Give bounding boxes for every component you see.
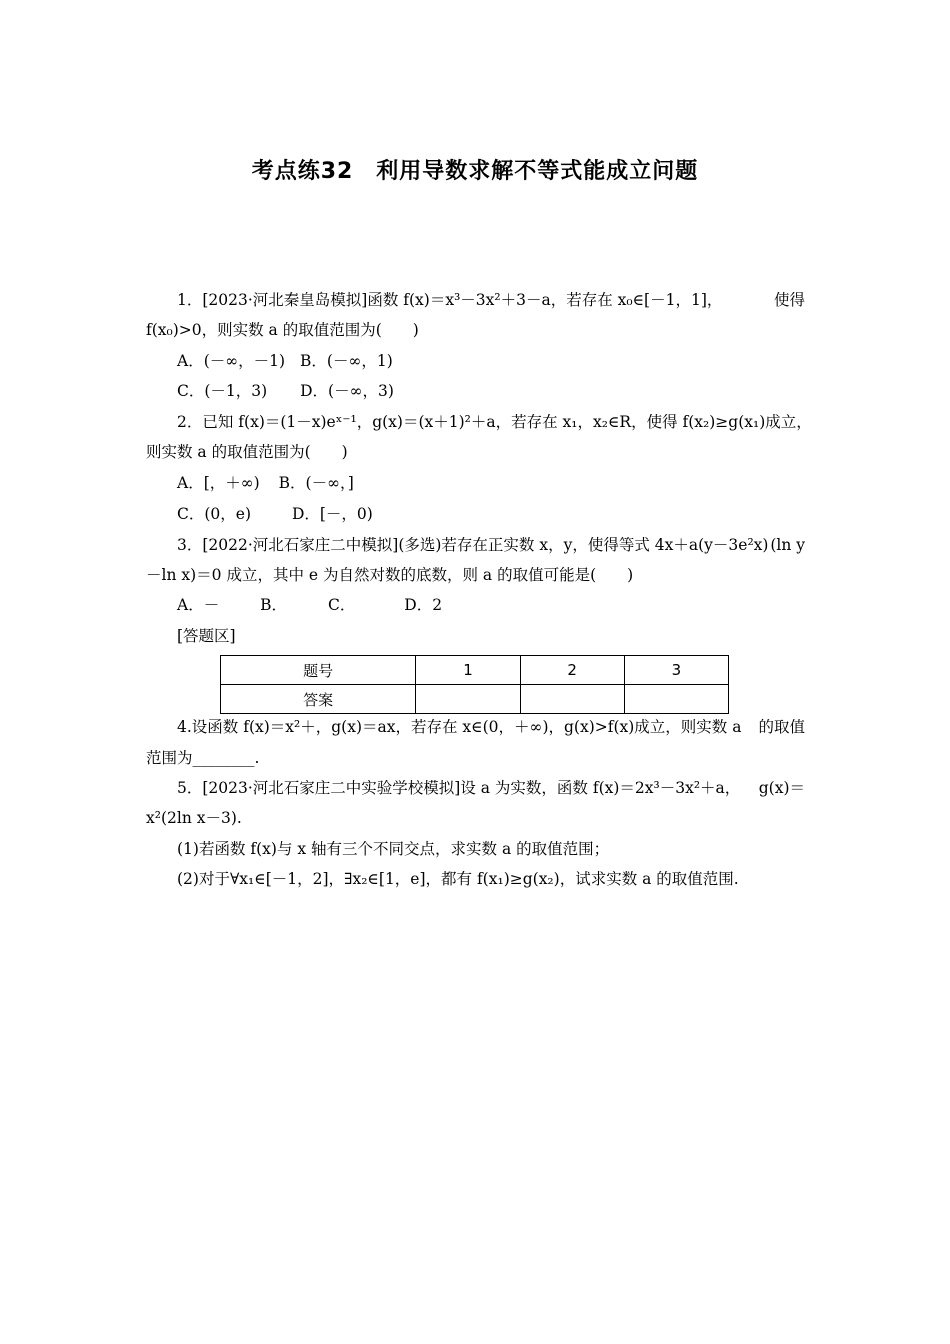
page-title: 考点练32 利用导数求解不等式能成立问题 bbox=[251, 159, 699, 184]
q2-options-cd bbox=[177, 504, 373, 524]
q2-line1-end: 成立， bbox=[765, 413, 812, 431]
q1-option-b: B．(－∞，1) bbox=[300, 352, 393, 370]
q3-option-a: A．－ bbox=[177, 596, 220, 614]
q2-option-a: A．[，＋∞) bbox=[177, 474, 260, 492]
answer-table bbox=[220, 655, 729, 714]
q3-line1 bbox=[177, 535, 805, 555]
q2-option-d: D．[－，0) bbox=[291, 505, 373, 523]
q3-line1-text: 3．[2022·河北石家庄二中模拟](多选)若存在正实数 x，y，使得等式 4x＋a(y－3e²x) bbox=[177, 536, 769, 554]
q5-line1-end: g(x)＝ bbox=[758, 779, 805, 797]
answer-table-number-2: 2 bbox=[520, 656, 624, 685]
q5-line1 bbox=[177, 778, 805, 798]
q2-options-ab bbox=[177, 473, 354, 493]
q4-line1 bbox=[177, 717, 805, 737]
q2-line2: 则实数 a 的取值范围为( ) bbox=[146, 443, 348, 461]
q3-line2: －ln x)＝0 成立，其中 e 为自然对数的底数，则 a 的取值可能是( ) bbox=[146, 566, 634, 584]
q1-option-d: D．(－∞，3) bbox=[300, 382, 394, 400]
q2-option-c: C．(0，e) bbox=[177, 505, 251, 523]
answer-table-header-label: 题号 bbox=[221, 656, 416, 685]
q1-options-ab bbox=[177, 351, 393, 371]
q3-line1-end: (ln y bbox=[770, 536, 805, 554]
q5-part1: (1)若函数 f(x)与 x 轴有三个不同交点，求实数 a 的取值范围； bbox=[177, 840, 610, 858]
q2-line1-text: 2．已知 f(x)＝(1－x)eˣ⁻¹，g(x)＝(x＋1)²＋a，若存在 x₁，x₂∈R，使得 f(x₂)≥g(x₁) bbox=[177, 413, 766, 431]
q3-option-c: C． bbox=[327, 596, 356, 614]
q2-line1 bbox=[177, 412, 812, 432]
answer-table-answer-label: 答案 bbox=[221, 685, 416, 714]
q1-line1-end: 使得 bbox=[773, 291, 805, 309]
q3-option-d: D．2 bbox=[404, 596, 443, 614]
q5-line2: x²(2ln x－3). bbox=[146, 809, 242, 827]
q4-line1-end: 的取值 bbox=[758, 718, 805, 736]
q1-line1 bbox=[177, 290, 805, 310]
q1-option-a: A．(－∞，－1) bbox=[177, 352, 286, 370]
q1-line2: f(x₀)>0，则实数 a 的取值范围为( ) bbox=[146, 321, 419, 339]
q1-option-c: C．(－1，3) bbox=[177, 382, 268, 400]
answer-table-number-1: 1 bbox=[416, 656, 520, 685]
answer-cell-1[interactable] bbox=[416, 685, 520, 714]
answer-table-header-row bbox=[221, 656, 729, 685]
q5-line1-text: 5．[2023·河北石家庄二中实验学校模拟]设 a 为实数，函数 f(x)＝2x³－3x²＋a， bbox=[177, 779, 741, 797]
q2-option-b: B．(－∞，] bbox=[278, 474, 354, 492]
answer-table-answer-row bbox=[221, 685, 729, 714]
answer-table-number-3: 3 bbox=[624, 656, 728, 685]
q3-option-b: B． bbox=[260, 596, 288, 614]
answer-cell-3[interactable] bbox=[624, 685, 728, 714]
q3-options bbox=[177, 595, 442, 615]
answer-cell-2[interactable] bbox=[520, 685, 624, 714]
q1-line1-text: 1．[2023·河北秦皇岛模拟]函数 f(x)＝x³－3x²＋3－a，若存在 x₀∈[－1，1]， bbox=[177, 291, 723, 309]
answer-area-label: [答题区] bbox=[177, 627, 236, 645]
q4-line2: 范围为________. bbox=[146, 749, 260, 767]
q4-line1-text: 4.设函数 f(x)＝x²＋，g(x)＝ax，若存在 x∈(0，＋∞)，g(x)>f(x)成立，则实数 a bbox=[177, 718, 742, 736]
q5-part2: (2)对于∀x₁∈[－1，2]，∃x₂∈[1，e]，都有 f(x₁)≥g(x₂)，试求实数 a 的取值范围. bbox=[177, 870, 739, 888]
q1-options-cd bbox=[177, 381, 394, 401]
